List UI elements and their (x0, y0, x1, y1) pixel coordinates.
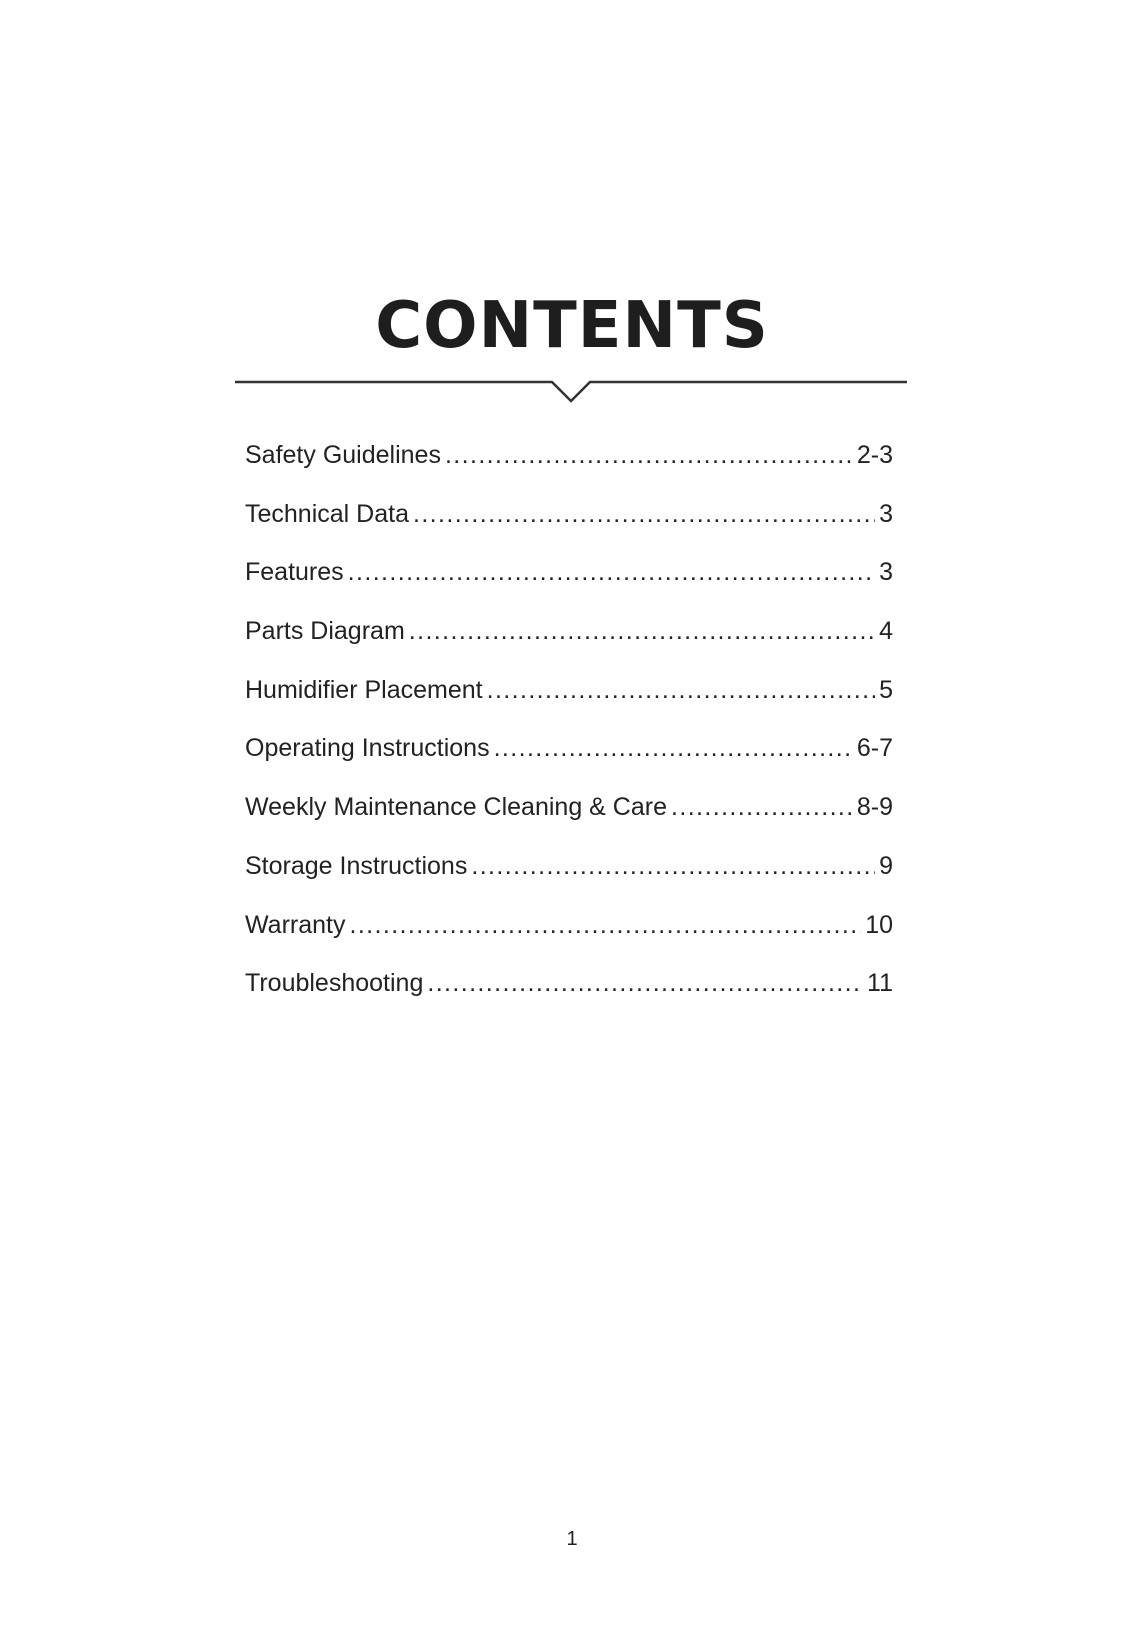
toc-entry-page: 4 (879, 617, 893, 646)
toc-entry-troubleshooting[interactable] (245, 968, 893, 1027)
toc-entry-warranty[interactable] (245, 910, 893, 969)
toc-entry-page: 6-7 (856, 734, 893, 763)
toc-entry-label: Warranty (245, 910, 346, 939)
toc-entry-label: Storage Instructions (245, 851, 468, 880)
table-of-contents (245, 440, 893, 1027)
dot-leader (409, 616, 875, 646)
toc-entry-page: 11 (867, 969, 893, 998)
toc-entry-label: Operating Instructions (245, 734, 490, 763)
toc-entry-label: Weekly Maintenance Cleaning & Care (245, 793, 667, 822)
toc-entry-page: 10 (865, 910, 893, 939)
toc-entry-storage-instructions[interactable] (245, 851, 893, 910)
dot-leader (348, 557, 875, 587)
dot-leader (445, 440, 853, 470)
toc-entry-label: Troubleshooting (245, 969, 424, 998)
toc-entry-label: Features (245, 558, 344, 587)
toc-entry-page: 8-9 (856, 793, 893, 822)
toc-entry-page: 3 (879, 558, 893, 587)
toc-entry-label: Parts Diagram (245, 617, 405, 646)
toc-entry-page: 9 (879, 851, 893, 880)
page-number: 1 (566, 1528, 578, 1550)
dot-leader (671, 792, 853, 822)
dot-leader (471, 851, 875, 881)
toc-entry-page: 2-3 (856, 441, 893, 469)
toc-entry-technical-data[interactable] (245, 499, 893, 558)
title-divider (235, 373, 907, 407)
dot-leader (349, 910, 861, 940)
toc-entry-label: Safety Guidelines (245, 441, 441, 469)
toc-entry-parts-diagram[interactable] (245, 616, 893, 675)
toc-entry-page: 3 (879, 499, 893, 528)
toc-entry-weekly-maintenance[interactable] (245, 792, 893, 851)
dot-leader (494, 733, 853, 763)
toc-entry-operating-instructions[interactable] (245, 733, 893, 792)
page-title: CONTENTS (375, 289, 769, 363)
toc-entry-humidifier-placement[interactable] (245, 675, 893, 734)
toc-entry-label: Humidifier Placement (245, 675, 483, 704)
dot-leader (487, 675, 876, 705)
toc-entry-label: Technical Data (245, 499, 409, 528)
toc-entry-safety-guidelines[interactable] (245, 440, 893, 499)
toc-entry-page: 5 (879, 675, 893, 704)
toc-entry-features[interactable] (245, 557, 893, 616)
dot-leader (413, 499, 875, 529)
dot-leader (427, 968, 863, 998)
